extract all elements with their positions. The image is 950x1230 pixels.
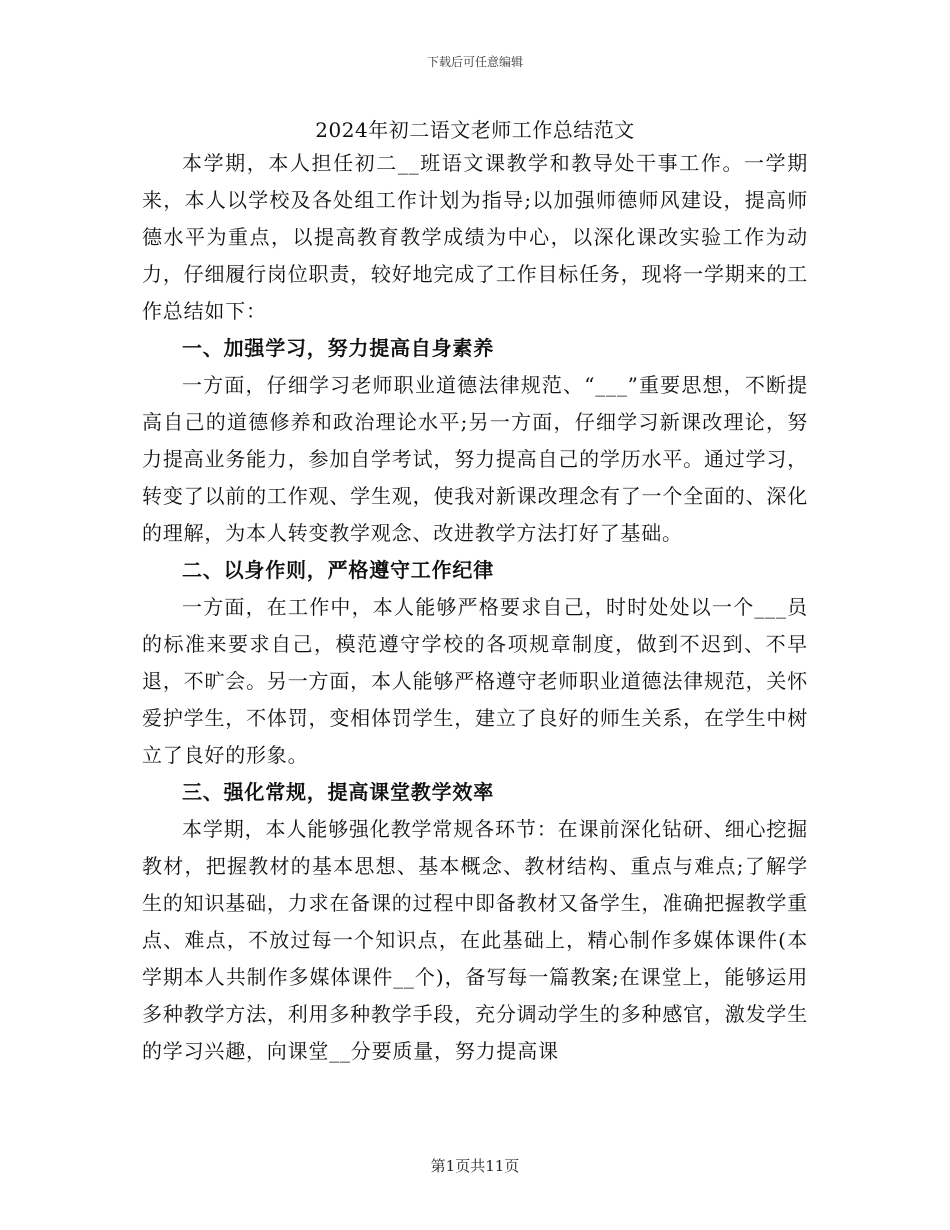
section-paragraph-3: 本学期，本人能够强化教学常规各环节：在课前深化钻研、细心挖掘教材，把握教材的基本思想、基本概念、教材结构、重点与难点;了解学生的知识基础，力求在备课的过程中即备教材又备学生，准确把握教学重点、难点，不放过每一个知识点，在此基础上，精心制作多媒体课件(本学期本人共制作多媒体课件__个)，备写每一篇教案;在课堂上，能够运用多种教学方法，利用多种教学手段，充分调动学生的多种感官，激发学生的学习兴趣，向课堂__分要质量，努力提高课	[142, 817, 808, 1063]
document-body	[142, 145, 808, 1070]
section-heading-3: 三、强化常规，提高课堂教学效率	[182, 780, 494, 804]
intro-paragraph: 本学期，本人担任初二__班语文课教学和教导处干事工作。一学期来，本人以学校及各处组工作计划为指导;以加强师德师风建设，提高师德水平为重点，以提高教育教学成绩为中心，以深化课改实验工作为动力，仔细履行岗位职责，较好地完成了工作目标任务，现将一学期来的工作总结如下：	[142, 151, 808, 323]
section-paragraph-1: 一方面，仔细学习老师职业道德法律规范、“___”重要思想，不断提高自己的道德修养和政治理论水平;另一方面，仔细学习新课改理论，努力提高业务能力，参加自学考试，努力提高自己的学历水平。通过学习，转变了以前的工作观、学生观，使我对新课改理念有了一个全面的、深化的理解，为本人转变教学观念、改进教学方法打好了基础。	[142, 373, 808, 545]
section-paragraph-2: 一方面，在工作中，本人能够严格要求自己，时时处处以一个___员的标准来要求自己，模范遵守学校的各项规章制度，做到不迟到、不早退，不旷会。另一方面，本人能够严格遵守老师职业道德法律规范，关怀爱护学生，不体罚，变相体罚学生，建立了良好的师生关系，在学生中树立了良好的形象。	[142, 595, 808, 767]
document-title: 2024年初二语文老师工作总结范文	[315, 118, 635, 142]
header-note: 下载后可任意编辑	[426, 55, 523, 69]
page-number: 第1页共11页	[430, 1157, 520, 1175]
section-heading-2: 二、以身作则，严格遵守工作纪律	[182, 558, 494, 582]
section-heading-1: 一、加强学习，努力提高自身素养	[182, 336, 494, 360]
